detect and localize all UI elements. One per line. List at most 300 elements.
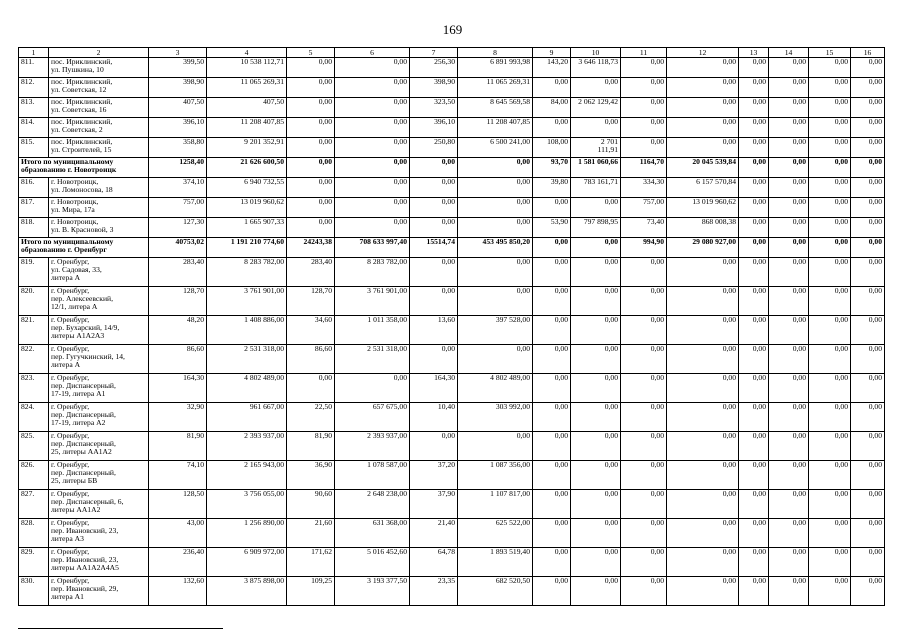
value-cell: 0,00 — [851, 158, 885, 178]
value-cell: 0,00 — [851, 374, 885, 403]
value-cell: 0,00 — [739, 490, 769, 519]
value-cell: 657 675,00 — [335, 403, 410, 432]
value-cell: 53,90 — [533, 218, 571, 238]
value-cell: 631 368,00 — [335, 519, 410, 548]
address-cell — [49, 287, 149, 316]
value-cell: 0,00 — [287, 58, 335, 78]
value-cell: 0,00 — [739, 258, 769, 287]
column-number-cell: 15 — [809, 48, 851, 58]
value-cell: 128,70 — [287, 287, 335, 316]
row-number-cell: 816. — [19, 178, 49, 198]
address-cell — [49, 577, 149, 606]
table-row — [19, 577, 885, 606]
value-cell: 0,00 — [739, 178, 769, 198]
address-cell — [49, 432, 149, 461]
value-cell: 0,00 — [667, 138, 739, 158]
cell-line: ул. Пушкина, 10 — [51, 64, 104, 74]
value-cell: 0,00 — [287, 374, 335, 403]
address-cell — [49, 345, 149, 374]
row-number-cell: 812. — [19, 78, 49, 98]
row-number-cell: 815. — [19, 138, 49, 158]
table-row — [19, 432, 885, 461]
value-cell: 2 531 318,00 — [207, 345, 287, 374]
value-cell: 682 520,50 — [458, 577, 533, 606]
value-cell: 108,00 — [533, 138, 571, 158]
value-cell: 3 875 898,00 — [207, 577, 287, 606]
value-cell: 0,00 — [667, 374, 739, 403]
value-cell: 13 019 960,62 — [207, 198, 287, 218]
table-row — [19, 218, 885, 238]
total-row — [19, 158, 885, 178]
value-cell: 0,00 — [621, 58, 667, 78]
value-cell: 0,00 — [851, 178, 885, 198]
value-cell: 21,60 — [287, 519, 335, 548]
value-cell: 0,00 — [851, 258, 885, 287]
value-cell: 34,60 — [287, 316, 335, 345]
row-number-cell: 813. — [19, 98, 49, 118]
value-cell: 81,90 — [287, 432, 335, 461]
value-cell: 0,00 — [667, 519, 739, 548]
value-cell: 64,78 — [410, 548, 458, 577]
value-cell: 0,00 — [769, 316, 809, 345]
value-cell: 0,00 — [851, 218, 885, 238]
value-cell: 74,10 — [149, 461, 207, 490]
value-cell: 0,00 — [769, 158, 809, 178]
table-row — [19, 490, 885, 519]
value-cell: 0,00 — [533, 287, 571, 316]
value-cell: 0,00 — [621, 118, 667, 138]
table-row — [19, 403, 885, 432]
value-cell: 0,00 — [739, 98, 769, 118]
value-cell: 398,90 — [149, 78, 207, 98]
value-cell: 0,00 — [851, 118, 885, 138]
value-cell: 0,00 — [809, 461, 851, 490]
table-row — [19, 118, 885, 138]
value-cell: 0,00 — [621, 258, 667, 287]
cell-line: пер. Ивановский, 23, — [51, 554, 119, 564]
address-cell — [49, 316, 149, 345]
value-cell: 0,00 — [533, 198, 571, 218]
value-cell: 0,00 — [621, 287, 667, 316]
value-cell: 0,00 — [769, 178, 809, 198]
value-cell: 0,00 — [667, 403, 739, 432]
value-cell: 0,00 — [769, 548, 809, 577]
cell-line: пер. Алексеевский, — [51, 293, 114, 303]
address-cell — [49, 374, 149, 403]
address-cell — [49, 138, 149, 158]
column-number-cell: 7 — [410, 48, 458, 58]
value-cell: 708 633 997,40 — [335, 238, 410, 258]
value-cell: 2 165 943,00 — [207, 461, 287, 490]
value-cell: 0,00 — [458, 287, 533, 316]
column-number-cell: 6 — [335, 48, 410, 58]
value-cell: 0,00 — [851, 316, 885, 345]
value-cell: 0,00 — [335, 78, 410, 98]
value-cell: 1 191 210 774,60 — [207, 238, 287, 258]
table-row — [19, 58, 885, 78]
cell-line: литера А3 — [51, 533, 84, 543]
total-label-cell — [19, 238, 149, 258]
value-cell: 5 016 452,60 — [335, 548, 410, 577]
row-number-cell: 817. — [19, 198, 49, 218]
row-number-cell: 825. — [19, 432, 49, 461]
value-cell: 6 909 972,00 — [207, 548, 287, 577]
value-cell: 0,00 — [571, 287, 621, 316]
row-number-cell: 821. — [19, 316, 49, 345]
cell-line: 111,91 — [597, 144, 618, 154]
column-number-header — [19, 48, 885, 58]
cell-line: ул. Советская, 2 — [51, 124, 103, 134]
value-cell: 0,00 — [410, 178, 458, 198]
column-number-cell: 8 — [458, 48, 533, 58]
value-cell: 0,00 — [335, 98, 410, 118]
value-cell: 3 761 901,00 — [207, 287, 287, 316]
value-cell: 11 065 269,31 — [207, 78, 287, 98]
value-cell: 0,00 — [851, 287, 885, 316]
value-cell: 0,00 — [851, 198, 885, 218]
value-cell: 0,00 — [769, 218, 809, 238]
value-cell: 0,00 — [335, 138, 410, 158]
value-cell: 6 891 993,98 — [458, 58, 533, 78]
value-cell: 1 581 060,66 — [571, 158, 621, 178]
value-cell: 13 019 960,62 — [667, 198, 739, 218]
value-cell: 0,00 — [667, 316, 739, 345]
value-cell: 3 756 055,00 — [207, 490, 287, 519]
value-cell: 0,00 — [739, 403, 769, 432]
address-cell — [49, 198, 149, 218]
row-number-cell: 826. — [19, 461, 49, 490]
value-cell: 84,00 — [533, 98, 571, 118]
value-cell: 0,00 — [533, 519, 571, 548]
value-cell: 407,50 — [149, 98, 207, 118]
value-cell: 8 283 782,00 — [335, 258, 410, 287]
value-cell: 128,70 — [149, 287, 207, 316]
value-cell: 81,90 — [149, 432, 207, 461]
value-cell: 0,00 — [851, 78, 885, 98]
value-cell: 0,00 — [739, 158, 769, 178]
cell-line: ул. Ломоносова, 18 — [51, 184, 113, 194]
address-cell — [49, 118, 149, 138]
value-cell: 0,00 — [809, 345, 851, 374]
value-cell: 0,00 — [809, 198, 851, 218]
address-cell — [49, 548, 149, 577]
cell-line: г. Оренбург, — [51, 286, 90, 295]
value-cell: 0,00 — [410, 158, 458, 178]
value-cell: 757,00 — [149, 198, 207, 218]
value-cell: 0,00 — [769, 374, 809, 403]
value-cell: 0,00 — [533, 490, 571, 519]
value-cell: 132,60 — [149, 577, 207, 606]
address-cell — [49, 178, 149, 198]
value-cell: 256,30 — [410, 58, 458, 78]
cell-line: 25, литеры АА1А2 — [51, 446, 112, 456]
value-cell: 1 078 587,00 — [335, 461, 410, 490]
row-number-cell: 830. — [19, 577, 49, 606]
table-row — [19, 178, 885, 198]
value-cell: 0,00 — [739, 432, 769, 461]
cell-line: пер. Ивановский, 23, — [51, 525, 119, 535]
cell-line: литеры АА1А2А4А5 — [51, 562, 119, 572]
value-cell: 0,00 — [410, 198, 458, 218]
cell-line: г. Новотроицк, — [51, 197, 99, 206]
value-cell: 0,00 — [533, 316, 571, 345]
value-cell: 0,00 — [410, 218, 458, 238]
value-cell: 2 531 318,00 — [335, 345, 410, 374]
cell-line: пос. Ириклинский, — [51, 137, 113, 146]
value-cell: 0,00 — [769, 58, 809, 78]
value-cell: 0,00 — [769, 238, 809, 258]
value-cell: 625 522,00 — [458, 519, 533, 548]
value-cell: 0,00 — [809, 98, 851, 118]
value-cell: 24243,38 — [287, 238, 335, 258]
value-cell: 358,80 — [149, 138, 207, 158]
table-row — [19, 548, 885, 577]
value-cell: 73,40 — [621, 218, 667, 238]
column-number-cell: 10 — [571, 48, 621, 58]
value-cell: 0,00 — [335, 218, 410, 238]
value-cell: 0,00 — [621, 490, 667, 519]
value-cell: 0,00 — [809, 118, 851, 138]
value-cell: 1258,40 — [149, 158, 207, 178]
table-row — [19, 258, 885, 287]
value-cell: 0,00 — [621, 98, 667, 118]
row-number-cell: 823. — [19, 374, 49, 403]
cell-line: ул. Мира, 17а — [51, 204, 95, 214]
value-cell: 15514,74 — [410, 238, 458, 258]
value-cell: 0,00 — [571, 577, 621, 606]
value-cell: 0,00 — [851, 519, 885, 548]
value-cell: 1 256 890,00 — [207, 519, 287, 548]
value-cell: 0,00 — [809, 78, 851, 98]
value-cell: 0,00 — [667, 258, 739, 287]
value-cell: 757,00 — [621, 198, 667, 218]
value-cell: 0,00 — [571, 118, 621, 138]
value-cell: 0,00 — [571, 490, 621, 519]
value-cell: 0,00 — [809, 238, 851, 258]
value-cell: 0,00 — [287, 178, 335, 198]
value-cell: 0,00 — [533, 345, 571, 374]
value-cell: 0,00 — [571, 258, 621, 287]
total-row — [19, 238, 885, 258]
value-cell: 0,00 — [533, 432, 571, 461]
value-cell: 48,20 — [149, 316, 207, 345]
value-cell: 1 087 356,00 — [458, 461, 533, 490]
value-cell: 0,00 — [667, 287, 739, 316]
value-cell: 1 893 519,40 — [458, 548, 533, 577]
value-cell: 453 495 850,20 — [458, 238, 533, 258]
value-cell: 13,60 — [410, 316, 458, 345]
value-cell: 0,00 — [533, 403, 571, 432]
cell-line: Итого по муниципальному — [21, 237, 114, 246]
value-cell: 0,00 — [739, 78, 769, 98]
value-cell: 0,00 — [458, 345, 533, 374]
column-number-cell: 1 — [19, 48, 49, 58]
value-cell: 0,00 — [458, 158, 533, 178]
value-cell: 0,00 — [809, 138, 851, 158]
value-cell: 0,00 — [667, 577, 739, 606]
cell-line: ул. В. Красновой, 3 — [51, 224, 114, 234]
value-cell: 0,00 — [571, 461, 621, 490]
value-cell: 398,90 — [410, 78, 458, 98]
value-cell: 4 802 489,00 — [458, 374, 533, 403]
table-row — [19, 316, 885, 345]
value-cell: 1 665 907,33 — [207, 218, 287, 238]
value-cell: 0,00 — [667, 548, 739, 577]
cell-line: г. Новотроицк, — [51, 177, 99, 186]
value-cell: 399,50 — [149, 58, 207, 78]
value-cell: 0,00 — [667, 461, 739, 490]
value-cell: 868 008,38 — [667, 218, 739, 238]
column-number-cell: 4 — [207, 48, 287, 58]
value-cell: 2 393 937,00 — [207, 432, 287, 461]
value-cell: 21 626 600,50 — [207, 158, 287, 178]
value-cell: 0,00 — [533, 238, 571, 258]
value-cell: 0,00 — [851, 432, 885, 461]
value-cell: 374,10 — [149, 178, 207, 198]
value-cell: 171,62 — [287, 548, 335, 577]
value-cell: 0,00 — [287, 218, 335, 238]
value-cell: 0,00 — [621, 403, 667, 432]
housing-data-table — [18, 47, 885, 606]
value-cell: 0,00 — [739, 58, 769, 78]
value-cell: 0,00 — [769, 258, 809, 287]
value-cell: 0,00 — [533, 118, 571, 138]
value-cell: 6 940 732,55 — [207, 178, 287, 198]
value-cell: 29 080 927,00 — [667, 238, 739, 258]
value-cell: 0,00 — [809, 548, 851, 577]
value-cell: 0,00 — [667, 118, 739, 138]
value-cell: 0,00 — [769, 198, 809, 218]
value-cell: 20 045 539,84 — [667, 158, 739, 178]
value-cell: 0,00 — [287, 158, 335, 178]
table-row — [19, 98, 885, 118]
value-cell: 0,00 — [287, 198, 335, 218]
table-row — [19, 461, 885, 490]
value-cell: 0,00 — [571, 345, 621, 374]
value-cell: 0,00 — [335, 198, 410, 218]
value-cell: 236,40 — [149, 548, 207, 577]
value-cell: 0,00 — [571, 548, 621, 577]
value-cell: 0,00 — [571, 403, 621, 432]
value-cell: 0,00 — [667, 490, 739, 519]
value-cell: 0,00 — [739, 461, 769, 490]
row-number-cell: 811. — [19, 58, 49, 78]
value-cell: 3 761 901,00 — [335, 287, 410, 316]
value-cell: 0,00 — [667, 345, 739, 374]
value-cell: 0,00 — [533, 258, 571, 287]
value-cell: 0,00 — [769, 403, 809, 432]
cell-line: пер. Бухарский, 14/9, — [51, 322, 120, 332]
value-cell: 0,00 — [809, 258, 851, 287]
value-cell: 43,00 — [149, 519, 207, 548]
value-cell: 0,00 — [533, 577, 571, 606]
value-cell: 0,00 — [335, 158, 410, 178]
value-cell: 0,00 — [621, 316, 667, 345]
value-cell: 0,00 — [287, 118, 335, 138]
value-cell: 2 393 937,00 — [335, 432, 410, 461]
value-cell: 0,00 — [851, 548, 885, 577]
value-cell: 0,00 — [287, 98, 335, 118]
column-number-cell: 12 — [667, 48, 739, 58]
cell-line: ул. Советская, 16 — [51, 104, 107, 114]
value-cell: 23,35 — [410, 577, 458, 606]
value-cell: 0,00 — [809, 287, 851, 316]
value-cell: 0,00 — [571, 198, 621, 218]
cell-line: г. Оренбург, — [51, 547, 90, 556]
value-cell: 0,00 — [739, 198, 769, 218]
value-cell: 8 283 782,00 — [207, 258, 287, 287]
value-cell: 0,00 — [809, 158, 851, 178]
address-cell — [49, 490, 149, 519]
row-number-cell: 819. — [19, 258, 49, 287]
value-cell: 0,00 — [410, 432, 458, 461]
cell-line: пер. Ивановский, 29, — [51, 583, 119, 593]
address-cell — [49, 258, 149, 287]
value-cell: 1 011 358,00 — [335, 316, 410, 345]
value-cell: 0,00 — [458, 258, 533, 287]
value-cell: 0,00 — [739, 238, 769, 258]
value-cell: 0,00 — [533, 374, 571, 403]
value-cell: 0,00 — [851, 58, 885, 78]
value-cell: 2 648 238,00 — [335, 490, 410, 519]
cell-line: пер. Диспансерный, — [51, 409, 116, 419]
value-cell: 127,30 — [149, 218, 207, 238]
value-cell: 0,00 — [769, 490, 809, 519]
cell-line: литера А — [51, 272, 81, 282]
row-number-cell: 824. — [19, 403, 49, 432]
value-cell: 0,00 — [851, 98, 885, 118]
value-cell: 0,00 — [335, 118, 410, 138]
value-cell: 6 157 570,84 — [667, 178, 739, 198]
cell-line: 2 701 — [600, 137, 618, 146]
value-cell: 0,00 — [667, 98, 739, 118]
value-cell: 283,40 — [287, 258, 335, 287]
cell-line: ул. Советская, 12 — [51, 84, 107, 94]
value-cell: 32,90 — [149, 403, 207, 432]
value-cell: 0,00 — [533, 78, 571, 98]
cell-line: образованию г. Оренбург — [21, 244, 107, 254]
value-cell: 0,00 — [739, 519, 769, 548]
cell-line: 12/1, литера А — [51, 301, 98, 311]
cell-line: ул. Строителей, 15 — [51, 144, 112, 154]
value-cell: 36,90 — [287, 461, 335, 490]
value-cell: 0,00 — [287, 138, 335, 158]
address-cell — [49, 78, 149, 98]
address-cell — [49, 403, 149, 432]
table-row — [19, 287, 885, 316]
value-cell: 40753,02 — [149, 238, 207, 258]
cell-line: г. Оренбург, — [51, 373, 90, 382]
value-cell: 0,00 — [667, 58, 739, 78]
value-cell: 0,00 — [769, 432, 809, 461]
value-cell: 0,00 — [739, 374, 769, 403]
cell-line: г. Оренбург, — [51, 257, 90, 266]
value-cell: 323,50 — [410, 98, 458, 118]
value-cell: 0,00 — [809, 519, 851, 548]
value-cell: 0,00 — [739, 287, 769, 316]
value-cell: 1 408 886,00 — [207, 316, 287, 345]
value-cell: 0,00 — [769, 138, 809, 158]
column-number-cell: 16 — [851, 48, 885, 58]
value-cell: 21,40 — [410, 519, 458, 548]
cell-line: 17-19, литера А2 — [51, 417, 106, 427]
cell-line: г. Оренбург, — [51, 344, 90, 353]
cell-line: литера А — [51, 359, 81, 369]
value-cell: 0,00 — [458, 198, 533, 218]
cell-line: литеры А1А2А3 — [51, 330, 105, 340]
cell-line: пер. Диспансерный, — [51, 438, 116, 448]
table-row — [19, 78, 885, 98]
